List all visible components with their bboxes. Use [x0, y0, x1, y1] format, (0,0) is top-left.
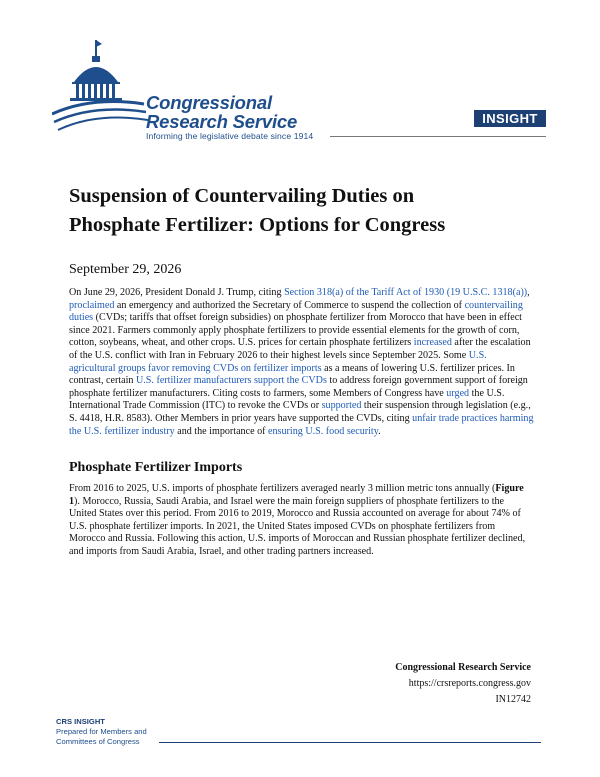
logo-title-line1: Congressional [146, 92, 272, 113]
title-line1: Suspension of Countervailing Duties on [69, 185, 415, 207]
section-heading: Phosphate Fertilizer Imports [69, 460, 243, 475]
footer-divider [159, 742, 541, 743]
text-run: From 2016 to 2025, U.S. imports of phosphate fertilizers averaged nearly 3 million metric tons annually ( [69, 483, 496, 494]
inline-link[interactable]: U.S. agricultural groups favor removing CVDs on fertilizer imports [69, 349, 487, 374]
title-line2: Phosphate Fertilizer: Options for Congress [69, 214, 446, 236]
page-title [69, 182, 539, 240]
text-run: after the escalation of the U.S. conflict with Iran in February 2026 to their highest levels since September 2025. Some [69, 337, 531, 361]
inline-link[interactable]: supported [321, 400, 362, 412]
footer-org: Congressional Research Service [395, 662, 531, 673]
publication-date: September 29, 2026 [69, 262, 182, 277]
inline-link[interactable]: urged [446, 387, 470, 399]
figure-reference: Figure 1 [69, 483, 524, 507]
text-run: to address foreign government support of foreign phosphate fertilizer manufacturers. Citing costs to farmers, some Members of Congress have [69, 375, 528, 399]
prepared-for-line1: Prepared for Members and [56, 727, 147, 736]
inline-link[interactable]: countervailing duties [69, 299, 523, 324]
text-run: (CVDs; tariffs that offset foreign subsidies) on phosphate fertilizer from Morocco that have been in effect since 2021. Farmers commonly apply phosphate fertilizers to provide essential elements for the growth of corn, cotton, soybeans, wheat, and other crops. U.S. prices for certain phosphate fertilizers [69, 312, 522, 349]
footer-url: https://crsreports.congress.gov [408, 678, 531, 689]
header [0, 0, 600, 160]
text-run: and the importance of [174, 425, 269, 437]
text-run: the U.S. International Trade Commission (ITC) to revoke the CVDs or [69, 387, 505, 412]
text-run: On June 29, 2026, President Donald J. Trump, citing [69, 287, 285, 298]
inline-link[interactable]: ensuring U.S. food security [268, 425, 379, 437]
inline-link[interactable]: increased [413, 337, 452, 349]
crs-insight-label: CRS INSIGHT [56, 717, 105, 726]
footer-report-id: IN12742 [495, 694, 531, 705]
inline-link[interactable]: U.S. fertilizer manufacturers support the CVDs [135, 375, 327, 387]
inline-link[interactable]: (19 U.S.C. 1318(a)) [446, 287, 528, 298]
text-run: as a means of lowering U.S. fertilizer prices. In contrast, certain [69, 362, 515, 387]
text-run: their suspension through legislation (e.g., S. 4418, H.R. 8583). Other Members in prior years have supported the CVDs, citing [69, 400, 531, 424]
prepared-for-line2: Committees of Congress [56, 737, 140, 746]
footer-info [395, 660, 531, 708]
inline-link[interactable]: Section 318(a) of the Tariff Act of 1930 [284, 287, 445, 298]
text-run: . [378, 425, 381, 437]
insight-badge: INSIGHT [474, 110, 546, 127]
intro-paragraph [69, 287, 534, 438]
text-run: ). Morocco, Russia, Saudi Arabia, and Israel were the main foreign suppliers of phosphate fertilizers to the United States over this period. From 2016 to 2019, Morocco and Russia accounted on average for about 74% of U.S. phosphate fertilizer imports. In 2021, the United States imposed CVDs on phosphate fertilizers from Morocco and Russia. Following this action, U.S. imports of Moroccan and Russian phosphate fertilizer declined, and imports from Saudi Arabia, Israel, and other trading partners increased. [69, 495, 526, 557]
inline-link[interactable]: unfair trade practices harming the U.S. fertilizer industry [69, 412, 534, 437]
text-run: an emergency and authorized the Secretary of Commerce to suspend the collection of [114, 299, 465, 311]
logo-tagline: Informing the legislative debate since 1914 [146, 131, 314, 141]
section-paragraph [69, 483, 534, 559]
inline-link[interactable]: proclaimed [69, 299, 115, 311]
text-run: , [527, 287, 530, 298]
header-divider [330, 136, 546, 137]
capitol-dome-logo-icon [52, 38, 148, 138]
logo-title-line2: Research Service [146, 111, 298, 132]
